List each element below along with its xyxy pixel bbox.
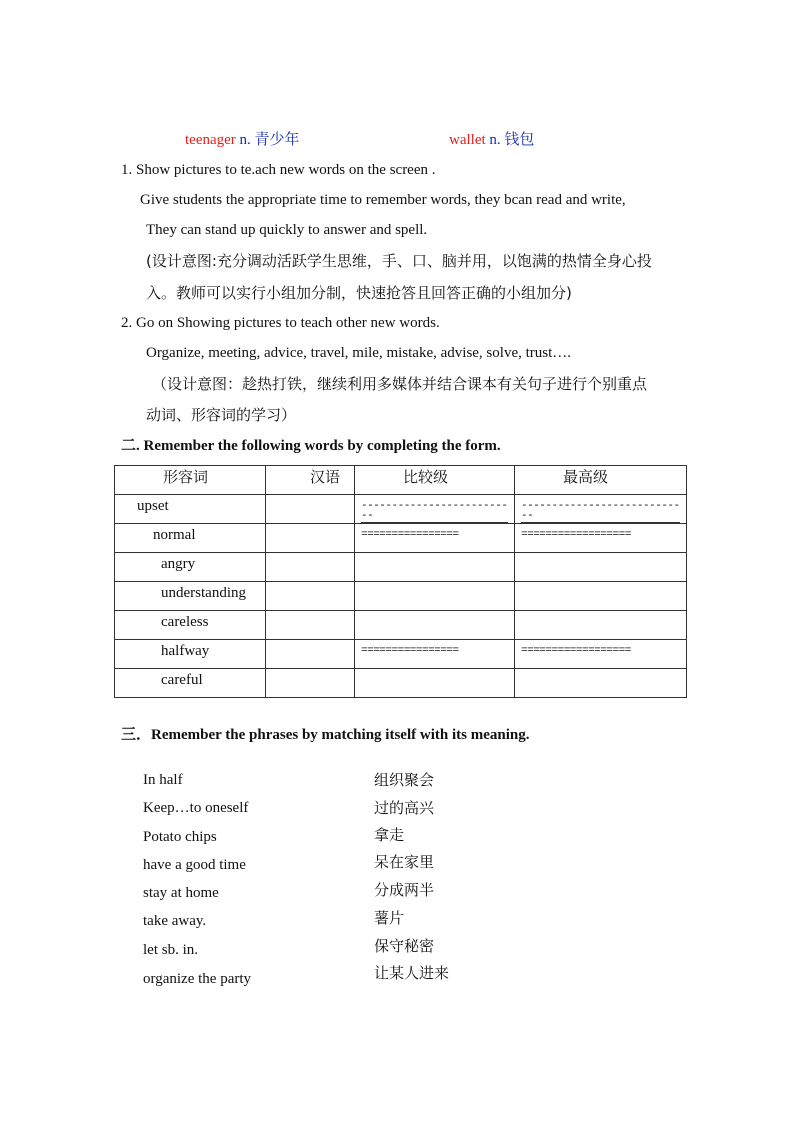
dashed-line: ---------------------------- <box>521 501 680 521</box>
chinese-cell[interactable] <box>266 582 355 611</box>
meaning-item: 让某人进来 <box>374 964 450 982</box>
dashed-line: -------------------------- <box>361 501 508 521</box>
step1-design-line1: (设计意图:充分调动活跃学生思维，手、口、脑并用，以饱满的热情全身心投 <box>146 252 652 270</box>
phrase-item: let sb. in. <box>143 942 198 958</box>
header-chinese: 汉语 <box>266 466 355 495</box>
meaning-item: 薯片 <box>374 909 405 927</box>
comparative-cell[interactable] <box>355 611 515 640</box>
double-line: ================== <box>521 646 631 657</box>
superlative-cell[interactable] <box>515 669 687 698</box>
comparative-cell[interactable] <box>355 524 515 553</box>
vocab-item-wallet <box>449 129 534 150</box>
phrase-item: Potato chips <box>143 829 217 845</box>
row-word: careless <box>115 611 266 640</box>
step1-line1: 1. Show pictures to te.ach new words on the screen . <box>121 162 436 178</box>
section3-title: 三．Remember the phrases by matching itself with its meaning. <box>121 727 530 743</box>
meaning-item: 保守秘密 <box>374 937 435 955</box>
superlative-cell[interactable] <box>515 553 687 582</box>
vocab-meaning: 钱包 <box>504 130 535 148</box>
comparative-cell[interactable] <box>355 640 515 669</box>
step2-design-line1: （设计意图：趁热打铁，继续利用多媒体并结合课本有关句子进行个别重点 <box>152 375 648 393</box>
vocab-pos: n. <box>489 132 501 148</box>
step1-line2: Give students the appropriate time to remember words, they bcan read and write, <box>140 192 626 208</box>
row-word: halfway <box>115 640 266 669</box>
vocab-pos: n. <box>239 132 251 148</box>
row-word: upset <box>115 495 266 524</box>
meaning-item: 组织聚会 <box>374 771 435 789</box>
meaning-item: 分成两半 <box>374 881 435 899</box>
comparative-cell[interactable] <box>355 553 515 582</box>
table-row <box>115 495 687 524</box>
phrase-item: have a good time <box>143 857 246 873</box>
table-header-row <box>115 466 687 495</box>
header-adjective: 形容词 <box>115 466 266 495</box>
phrase-item: organize the party <box>143 971 252 987</box>
chinese-cell[interactable] <box>266 669 355 698</box>
row-word: understanding <box>115 582 266 611</box>
vocab-item-teenager <box>185 129 300 150</box>
table-row <box>115 611 687 640</box>
double-line: ================ <box>361 530 459 541</box>
adjective-form-table <box>114 465 687 698</box>
double-line: ================ <box>361 646 459 657</box>
header-superlative: 最高级 <box>515 466 687 495</box>
superlative-cell[interactable] <box>515 524 687 553</box>
step2-line1: 2. Go on Showing pictures to teach other new words. <box>121 315 440 331</box>
header-comparative: 比较级 <box>355 466 515 495</box>
chinese-cell[interactable] <box>266 640 355 669</box>
vocab-word: teenager <box>185 132 236 148</box>
superlative-cell[interactable] <box>515 582 687 611</box>
section2-title: 二. Remember the following words by completing the form. <box>121 438 501 454</box>
double-line: ================== <box>521 530 631 541</box>
chinese-cell[interactable] <box>266 495 355 524</box>
phrase-item: Keep…to oneself <box>143 800 249 816</box>
table-row <box>115 669 687 698</box>
table-row <box>115 524 687 553</box>
row-word: normal <box>115 524 266 553</box>
table-row <box>115 640 687 669</box>
step2-design-line2: 动词、形容词的学习） <box>146 406 297 424</box>
chinese-cell[interactable] <box>266 524 355 553</box>
superlative-cell[interactable] <box>515 611 687 640</box>
comparative-cell[interactable] <box>355 495 515 524</box>
chinese-cell[interactable] <box>266 553 355 582</box>
row-word: angry <box>115 553 266 582</box>
meaning-item: 过的高兴 <box>374 799 435 817</box>
superlative-cell[interactable] <box>515 495 687 524</box>
table-row <box>115 553 687 582</box>
step1-design-line2: 入。教师可以实行小组加分制，快速抢答且回答正确的小组加分) <box>146 284 572 302</box>
step2-line2: Organize, meeting, advice, travel, mile, mistake, advise, solve, trust…. <box>146 345 572 361</box>
vocab-word: wallet <box>449 132 486 148</box>
step1-line3: They can stand up quickly to answer and spell. <box>146 222 428 238</box>
comparative-cell[interactable] <box>355 669 515 698</box>
chinese-cell[interactable] <box>266 611 355 640</box>
vocab-meaning: 青少年 <box>254 130 300 148</box>
superlative-cell[interactable] <box>515 640 687 669</box>
table-row <box>115 582 687 611</box>
meaning-item: 呆在家里 <box>374 853 435 871</box>
phrase-item: In half <box>143 772 183 788</box>
row-word: careful <box>115 669 266 698</box>
meaning-item: 拿走 <box>374 826 405 844</box>
comparative-cell[interactable] <box>355 582 515 611</box>
phrase-item: stay at home <box>143 885 219 901</box>
phrase-item: take away. <box>143 913 207 929</box>
